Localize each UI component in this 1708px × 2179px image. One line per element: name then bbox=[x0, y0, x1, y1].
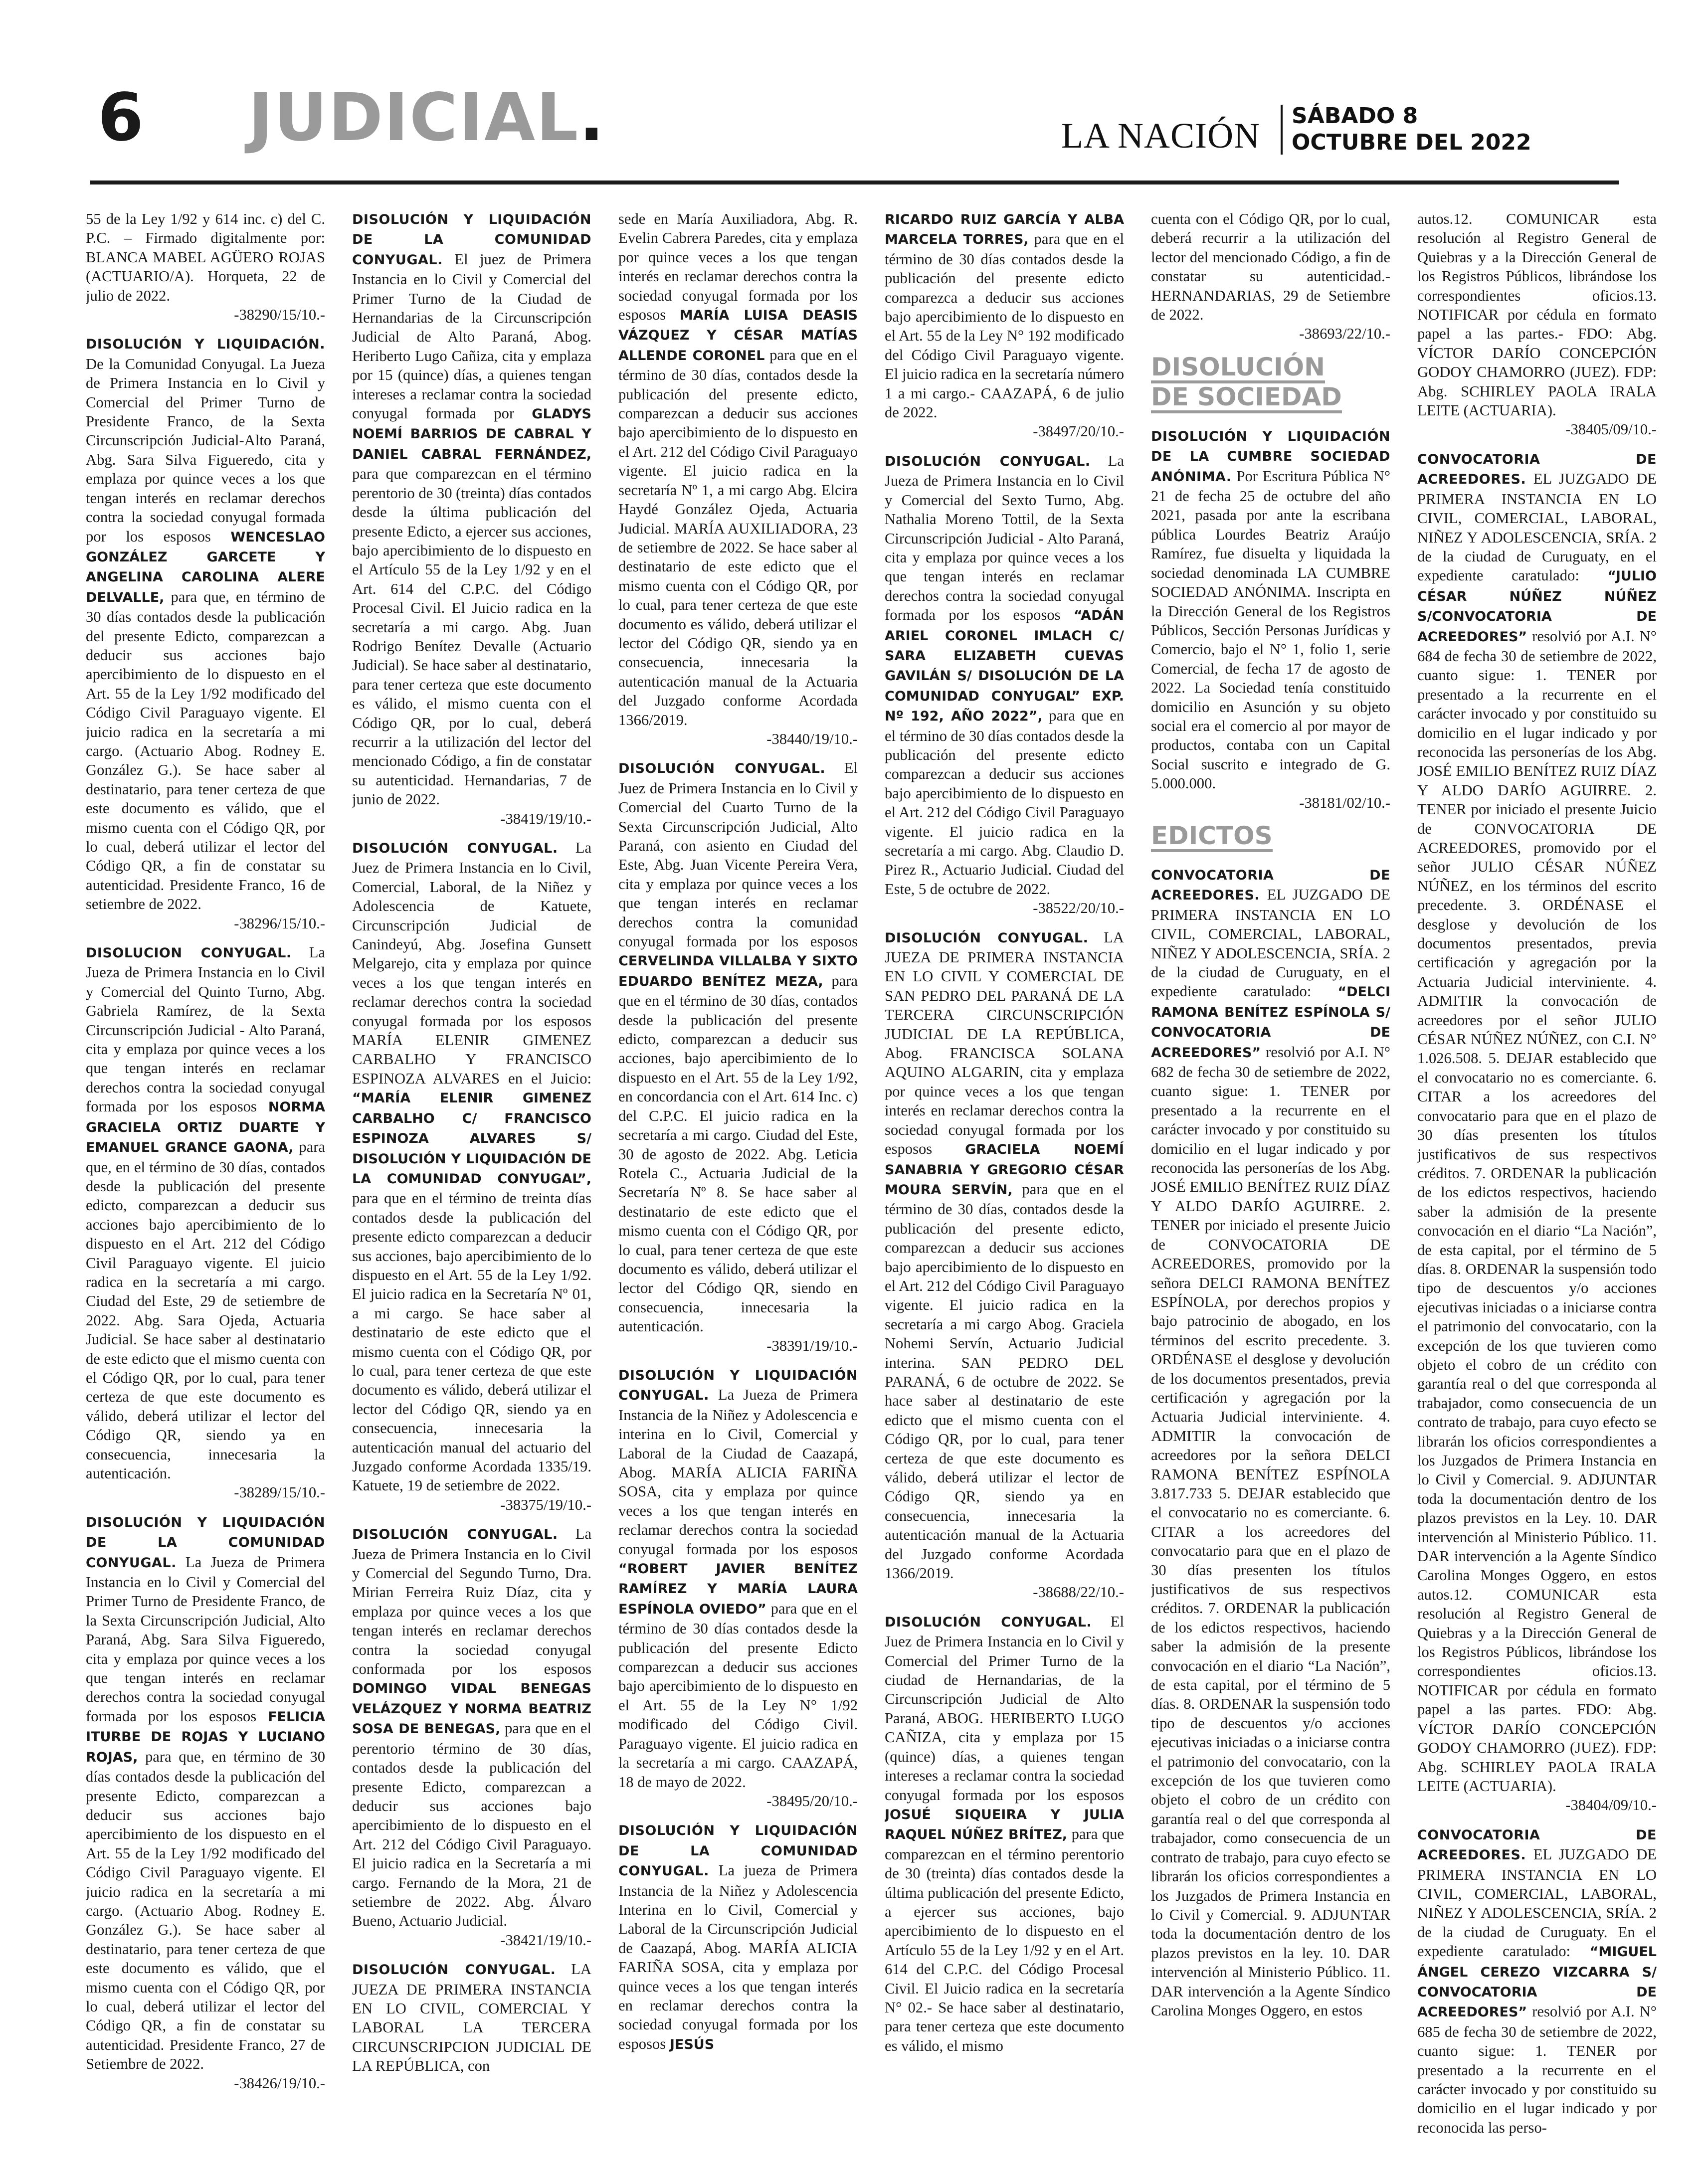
notice-body: para que comparezcan en el término perentorio de 30 (treinta) días contados desde la última publicación del presente Edicto, a ejercer sus acciones, bajo apercibimiento de lo dispuesto en el Artículo 55 de la Ley 1/92 y en el Art. 614 del C.P.C. del Código Procesal Civil. El Juicio radica en la secretaría N° 02.- Se hace saber al destinatario, para tener certeza que este documento es válido, el mismo bbox=[885, 1825, 1124, 2054]
column-2 bbox=[352, 209, 591, 2149]
notice-body: EL JUZGADO DE PRIMERA INSTANCIA EN LO CIVIL, COMERCIAL, LABORAL, NIÑEZ Y ADOLESCENCIA, SRÍA. 2 de la ciudad de Curuguaty, en el expediente caratulado: bbox=[1417, 470, 1657, 584]
notice bbox=[1151, 209, 1390, 344]
notice-title: CONVOCATORIA DE ACREEDORES. bbox=[1417, 451, 1657, 488]
section-title-text: JUDICIAL bbox=[248, 79, 579, 156]
notice-title: DISOLUCIÓN Y LIQUIDACIÓN DE LA COMUNIDAD CONYUGAL. bbox=[86, 1514, 325, 1571]
notice-body: LA JUEZA DE PRIMERA INSTANCIA EN LO CIVIL, COMERCIAL Y LABORAL LA TERCERA CIRCUNSCRIPCION JUDICIAL DE LA REPÚBLICA, con bbox=[352, 1961, 591, 2075]
notice-ref: -38522/20/10.- bbox=[1033, 900, 1124, 917]
notice-body: para que en el término de 30 días contados desde la publicación del presente Edicto comparezcan a deducir sus acciones bajo apercibimiento de lo dispuesto en el Art. 55 de la Ley N° 1/92 modificado del Código Civil. Paraguayo vigente. El juicio radica en la secretaría a mi cargo. CAAZAPÁ, 18 de mayo de 2022. bbox=[618, 1600, 858, 1791]
notice-body: La Jueza de Primera Instancia de la Niñez y Adolescencia e interina en lo Civil, Comercial y Laboral de la Ciudad de Caazapá, Abog. MARÍA ALICIA FARIÑA SOSA, cita y emplaza por quince veces a los que tengan interés en reclamar derechos contra la sociedad conyugal formada por los esposos bbox=[618, 1386, 858, 1558]
notice-names: “ADÁN ARIEL CORONEL IMLACH C/ SARA ELIZABETH CUEVAS GAVILÁN S/ DISOLUCIÓN DE LA COMUNIDAD CONYUGAL” EXP. Nº 192, AÑO 2022”, bbox=[885, 608, 1124, 725]
notice bbox=[86, 334, 325, 933]
notice-ref: -38440/19/10.- bbox=[766, 730, 858, 747]
notice-names: FELICIA ITURBE DE ROJAS Y LUCIANO ROJAS, bbox=[86, 1709, 325, 1765]
notice bbox=[86, 209, 325, 324]
notice-ref: -38419/19/10.- bbox=[500, 810, 591, 827]
notice-body: para que en el término de 30 días, contados desde la publicación del presente edicto, comparezcan a deducir sus acciones, bajo apercibimiento de lo dispuesto en el Art. 55 de la Ley 1/92, en concordancia con el Art. 614 Inc. c) del C.P.C. El juicio radica en la secretaría a mi cargo. Ciudad del Este, 30 de agosto de 2022. Abg. Leticia Rotela C., Actuaria Judicial de la Secretaría Nº 8. Se hace saber al destinatario de este edicto que el mismo cuenta con el Código QR, por lo cual, para tener certeza de que este documento es válido, deberá utilizar el lector del Código QR, siendo en consecuencia, innecesaria la autenticación. bbox=[618, 972, 858, 1335]
notice-body: 55 de la Ley 1/92 y 614 inc. c) del C. P.C. – Firmado digitalmente por: BLANCA MABEL AGÜERO ROJAS (ACTUARIO/A). Horqueta, 22 de julio de 2022. bbox=[86, 210, 325, 304]
notice-body: Por Escritura Pública N° 21 de fecha 25 de octubre del año 2021, pasada por ante la escribana pública Lourdes Beatriz Araújo Ramírez, fue disuelta y liquidada la sociedad denominada LA CUMBRE SOCIEDAD ANÓNIMA. Inscripta en la Dirección General de los Registros Públicos, Sección Personas Jurídicas y Comercio, bajo el N° 1, folio 1, serie Comercial, de fecha 17 de agosto de 2022. La Sociedad tenía constituido domicilio en Asunción y su objeto social era el comercio al por mayor de productos, contaba con un Capital Social suscrito e integrado de G. 5.000.000. bbox=[1151, 467, 1390, 792]
notice-names: WENCESLAO GONZÁLEZ GARCETE Y ANGELINA CAROLINA ALERE DELVALLE, bbox=[86, 529, 325, 605]
notice-ref: -38495/20/10.- bbox=[766, 1792, 858, 1810]
notice bbox=[1151, 426, 1390, 812]
notice-ref: -38405/09/10.- bbox=[1565, 421, 1657, 438]
notice-ref: -38404/09/10.- bbox=[1565, 1797, 1657, 1814]
notice-names: “JULIO CÉSAR NÚÑEZ NÚÑEZ S/CONVOCATORIA DE ACREEDORES” bbox=[1417, 568, 1657, 645]
issue-date bbox=[1292, 103, 1531, 156]
notice-names: RICARDO RUIZ GARCÍA Y ALBA MARCELA TORRES, bbox=[885, 212, 1124, 248]
notice bbox=[1417, 209, 1657, 439]
notice-title: DISOLUCIÓN Y LIQUIDACIÓN DE LA CUMBRE SOCIEDAD ANÓNIMA. bbox=[1151, 428, 1390, 485]
notice bbox=[618, 758, 858, 1355]
notice bbox=[352, 838, 591, 1514]
notice-title: DISOLUCIÓN Y LIQUIDACIÓN CONYUGAL. bbox=[618, 1367, 858, 1404]
notice-body: La Jueza de Primera Instancia en lo Civil y Comercial del Quinto Turno, Abg. Gabriela Ramírez, de la Sexta Circunscripción Judicial - Alto Paraná, cita y emplaza por quince veces a los que tengan interés en reclamar derechos contra la sociedad conyugal formada por los esposos bbox=[86, 944, 325, 1115]
notice-title: DISOLUCIÓN CONYUGAL. bbox=[352, 841, 558, 856]
notice-ref: -38375/19/10.- bbox=[500, 1496, 591, 1513]
notice-body: EL JUZGADO DE PRIMERA INSTANCIA EN LO CIVIL, COMERCIAL, LABORAL, NIÑEZ Y ADOLESCENCIA, SRÍA. 2 de la ciudad de Curuguaty, en el expediente caratulado: bbox=[1151, 886, 1390, 1000]
notice-ref: -38181/02/10.- bbox=[1299, 794, 1390, 811]
notice bbox=[618, 1365, 858, 1811]
column-1 bbox=[86, 209, 325, 2149]
notice-names: “DELCI RAMONA BENÍTEZ ESPÍNOLA S/ CONVOCATORIA DE ACREEDORES” bbox=[1151, 984, 1390, 1061]
section-heading-line: DE SOCIEDAD bbox=[1151, 383, 1342, 413]
notice-ref: -38688/22/10.- bbox=[1033, 1584, 1124, 1601]
notice-columns bbox=[86, 209, 1657, 2149]
notice bbox=[352, 1524, 591, 1950]
notice-body: cuenta con el Código QR, por lo cual, deberá recurrir a la utilización del lector del mencionado Código, a fin de constatar su autenticidad.- HERNANDARIAS, 29 de Setiembre de 2022. bbox=[1151, 210, 1390, 324]
notice-ref: -38426/19/10.- bbox=[234, 2074, 325, 2092]
notice-body: El Juez de Primera Instancia en lo Civil y Comercial del Cuarto Turno de la Sexta Circunscripción Judicial, Alto Paraná, con asiento en Ciudad del Este, Abg. Juan Vicente Pereira Vera, cita y emplaza por quince veces a los que tengan interés en reclamar derechos contra la comunidad conyugal formada por los esposos bbox=[618, 759, 858, 950]
header-rule bbox=[90, 181, 1619, 184]
section-title-dot: . bbox=[579, 79, 605, 156]
notice-ref: -38391/19/10.- bbox=[766, 1337, 858, 1354]
notice-names: “ROBERT JAVIER BENÍTEZ RAMÍREZ Y MARÍA LAURA ESPÍNOLA OVIEDO” bbox=[618, 1561, 858, 1617]
masthead-divider bbox=[1281, 105, 1283, 155]
notice-body: resolvió por A.I. N° 685 de fecha 30 de setiembre de 2022, cuanto sigue: 1. TENER por presentado a la recurrente en el carácter invocado y por constituido su domicilio en el lugar indicado y por reconocida las perso- bbox=[1417, 2003, 1657, 2136]
notice-body: La Jueza de Primera Instancia en lo Civil y Comercial del Sexto Turno, Abg. Nathalia Moreno Tottil, de la Sexta Circunscripción Judicial - Alto Paraná, cita y emplaza por quince veces a los que tengan interés en reclamar derechos contra la sociedad conyugal formada por los esposos bbox=[885, 452, 1124, 624]
notice-title: DISOLUCIÓN CONYUGAL. bbox=[352, 1527, 558, 1543]
section-heading-edictos bbox=[1151, 822, 1390, 852]
notice-title: DISOLUCIÓN Y LIQUIDACIÓN DE LA COMUNIDAD CONYUGAL. bbox=[352, 212, 591, 268]
notice-names: “MIGUEL ÁNGEL CEREZO VIZCARRA S/ CONVOCATORIA DE ACREEDORES” bbox=[1417, 1944, 1657, 2020]
notice-body: resolvió por A.I. N° 682 de fecha 30 de setiembre de 2022, cuanto sigue: 1. TENER por presentado a la recurrente en el carácter invocado y por constituido su domicilio en el lugar indicado y por reconocida las personerías de los Abg. JOSÉ EMILIO BENÍTEZ RUIZ DÍAZ Y ALDO DARÍO AGUIRRE. 2. TENER por iniciado el presente Juicio de CONVOCATORIA DE ACREEDORES, promovido por la señora DELCI RAMONA BENÍTEZ ESPÍNOLA, por derechos propios y bajo patrocinio de abogado, en los términos del escrito precedente. 3. ORDÉNASE el desglose y devolución de los documentos presentados, previa certificación y agregación por la Actuaria Judicial interviniente. 4. ADMITIR la convocación de acreedores por la señora DELCI RAMONA BENÍTEZ ESPÍNOLA 3.817.733 5. DEJAR establecido que el convocatario no es comerciante. 6. CITAR a los acreedores del convocatario para que en el plazo de 30 días presenten los títulos justificativos de sus respectivos créditos. 7. ORDENAR la publicación de los edictos respectivos, haciendo saber la admisión de la presente convocación en el diario “La Nación”, de esta capital, por el término de 5 días. 8. ORDENAR la suspensión todo tipo de descuentos y/o acciones ejecutivas iniciadas o a iniciarse contra el patrimonio del convocatario, con la excepción de los que tuvieren como objeto el cobro de un crédito con garantía real o del que corresponda al trabajador, como consecuencia de un contrato de trabajo, para cuyo efecto se librarán los oficios correspondientes a los Juzgados de Primera Instancia en lo Civil y Comercial. 9. ADJUNTAR toda la documentación dentro de los plazos previstos en la ley. 10. DAR intervención al Ministerio Público. 11. DAR intervención a la Agente Síndico Carolina Monges Oggero, en estos bbox=[1151, 1043, 1390, 2019]
notice-ref: -38289/15/10.- bbox=[234, 1484, 325, 1501]
notice bbox=[1417, 449, 1657, 1815]
column-5 bbox=[1151, 209, 1390, 2149]
notice-body: para que en el perentorio término de 30 días, contados desde la publicación del presente Edicto, comparezcan a deducir sus acciones bajo apercibimiento de lo dispuesto en el Art. 212 del Código Civil Paraguayo. El juicio radica en la Secretaría a mi cargo. Fernando de la Mora, 21 de setiembre de 2022. Abg. Álvaro Bueno, Actuario Judicial. bbox=[352, 1720, 591, 1930]
notice-title: DISOLUCIÓN Y LIQUIDACIÓN DE LA COMUNIDAD CONYUGAL. bbox=[618, 1823, 858, 1879]
notice-body: para que, en el término de 30 días, contados desde la publicación del presente edicto, comparezcan a deducir sus acciones bajo apercibimiento de lo dispuesto en el Art. 212 del Código Civil Paraguayo vigente. El juicio radica en la secretaría a mi cargo. Ciudad del Este, 29 de setiembre de 2022. Abg. Sara Ojeda, Actuaria Judicial. Se hace saber al destinatario de este edicto que el mismo cuenta con el Código QR, por lo cual, para tener certeza de que este documento es válido, deberá utilizar el lector del Código QR, siendo ya en consecuencia, innecesaria la autenticación. bbox=[86, 1138, 325, 1482]
notice-names: CERVELINDA VILLALBA Y SIXTO EDUARDO BENÍTEZ MEZA, bbox=[618, 953, 858, 989]
notice-names: DOMINGO VIDAL BENEGAS VELÁZQUEZ Y NORMA BEATRIZ SOSA DE BENEGAS, bbox=[352, 1681, 591, 1737]
notice-body: para que en el término de 30 días contados desde la publicación del presente edicto comparezca a deducir sus acciones bajo apercibimiento de lo dispuesto en el Art. 55 de la Ley N° 192 modificado del Código Civil Paraguayo vigente. El juicio radica en la secretaría número 1 a mi cargo.- CAAZAPÁ, 6 de julio de 2022. bbox=[885, 230, 1124, 421]
notice-title: DISOLUCIÓN CONYUGAL. bbox=[885, 1614, 1092, 1630]
notice bbox=[1417, 1825, 1657, 2138]
notice-body: para que en el término de 30 días, contados desde la publicación del presente edicto, comparezcan a deducir sus acciones bajo apercibimiento de lo dispuesto en el Art. 212 del Código Civil Paraguayo vigente. El juicio radica en la secretaría a mi cargo Abog. Graciela Nohemi Servín, Actuario Judicial interina. SAN PEDRO DEL PARANÁ, 6 de octubre de 2022. Se hace saber al destinatario de este edicto que el mismo cuenta con el Código QR, por lo cual, para tener certeza de que este documento es válido, deberá utilizar el lector de Código QR, siendo ya en consecuencia, innecesaria la autenticación manual de la Actuaria del Juzgado conforme Acordada 1366/2019. bbox=[885, 1180, 1124, 1582]
notice bbox=[86, 943, 325, 1502]
notice-ref: -38497/20/10.- bbox=[1033, 423, 1124, 440]
notice-names: GLADYS NOEMÍ BARRIOS DE CABRAL Y DANIEL CABRAL FERNÁNDEZ, bbox=[352, 406, 591, 462]
notice bbox=[618, 209, 858, 748]
notice-body: resolvió por A.I. N° 684 de fecha 30 de setiembre de 2022, cuanto sigue: 1. TENER por presentado a la recurrente en el carácter invocado y por constituido su domicilio en el lugar indicado y por reconocida las personerías de los Abg. JOSÉ EMILIO BENÍTEZ RUIZ DÍAZ Y ALDO DARÍO AGUIRRE. 2. TENER por iniciado el presente Juicio de CONVOCATORIA DE ACREEDORES, promovido por el señor JULIO CÉSAR NÚÑEZ NÚÑEZ, en los términos del escrito precedente. 3. ORDÉNASE el desglose y devolución de los documentos presentados, previa certificación y agregación por la Actuaria Judicial interviniente. 4. ADMITIR la convocación de acreedores por el señor JULIO CÉSAR NÚÑEZ NÚÑEZ, con C.I. N° 1.026.508. 5. DEJAR establecido que el convocatario no es comerciante. 6. CITAR a los acreedores del convocatario para que en el plazo de 30 días presenten los títulos justificativos de sus respectivos créditos. 7. ORDENAR la publicación de los edictos respectivos, haciendo saber la admisión de la presente convocación en el diario “La Nación”, de esta capital, por el término de 5 días. 8. ORDENAR la suspensión todo tipo de descuentos y/o acciones ejecutivas iniciadas o a iniciarse contra el patrimonio del convocatario, con la excepción de los que tuvieren como objeto el cobro de un crédito con garantía real o del que corresponda al trabajador, como consecuencia de un contrato de trabajo, para cuyo efecto se librarán los oficios correspondientes a los Juzgados de Primera Instancia en lo Civil y Comercial. 9. ADJUNTAR toda la documentación dentro de los plazos previstos en la Ley. 10. DAR intervención al Ministerio Público. 11. DAR intervención a la Agente Síndico Carolina Monges Oggero, en estos autos.12. COMUNICAR esta resolución al Registro General de Quiebras y a la Dirección General de los Registros Públicos, librándose los correspondientes oficios.13. NOTIFICAR por cédula en formato papel a las partes. FDO: Abg. VÍCTOR DARÍO CONCEPCIÓN GODOY CHAMORRO (JUEZ). FDP: Abg. SCHIRLEY PAOLA IRALA LEITE (ACTUARIA). bbox=[1417, 627, 1657, 1795]
notice bbox=[352, 1960, 591, 2075]
notice-body: De la Comunidad Conyugal. La Jueza de Primera Instancia en lo Civil y Comercial del Primer Turno de Presidente Franco, de la Sexta Circunscripción Judicial-Alto Paraná, Abg. Sara Silva Figueredo, cita y emplaza por quince veces a los que tengan interés en reclamar derechos contra la sociedad conyugal formada por los esposos bbox=[86, 355, 325, 545]
notice-title: DISOLUCION CONYUGAL. bbox=[86, 945, 292, 961]
notice-body: La jueza de Primera Instancia de la Niñez y Adolescencia Interina en lo Civil, Comercial y Laboral de la Circunscripción Judicial de Caazapá, Abog. MARÍA ALICIA FARIÑA SOSA, cita y emplaza por quince veces a los que tengan interés en reclamar derechos contra la sociedad conyugal formada por los esposos bbox=[618, 1862, 858, 2052]
notice-body: EL JUZGADO DE PRIMERA INSTANCIA EN LO CIVIL, COMERCIAL, LABORAL, NIÑEZ Y ADOLESCENCIA, SRÍA. 2 de la ciudad de Curuguaty. En el expediente caratulado: bbox=[1417, 1846, 1657, 1960]
section-title bbox=[248, 79, 605, 156]
notice-names: NORMA GRACIELA ORTIZ DUARTE Y EMANUEL GRANCE GAONA, bbox=[86, 1099, 325, 1156]
notice-title: DISOLUCIÓN Y LIQUIDACIÓN. bbox=[86, 337, 325, 353]
notice-title: CONVOCATORIA DE ACREEDORES. bbox=[1417, 1827, 1657, 1863]
notice-ref: -38421/19/10.- bbox=[500, 1931, 591, 1949]
notice bbox=[885, 209, 1124, 441]
notice-body: para que en el término de 30 días, contados desde la publicación del presente edicto, comparezcan a deducir sus acciones bajo apercibimiento de lo dispuesto en el Art. 212 del Código Civil Paraguayo vigente. El juicio radica en la secretaría Nº 1, a mi cargo Abg. Elcira Haydé González Ojeda, Actuaria Judicial. MARÍA AUXILIADORA, 23 de setiembre de 2022. Se hace saber al destinatario de este edicto que el mismo cuenta con el Código QR, por lo cual, para tener certeza de que este documento es válido, deberá utilizar el lector del Código QR, siendo ya en consecuencia, innecesaria la autenticación manual de la Actuaria del Juzgado conforme Acordada 1366/2019. bbox=[618, 346, 858, 728]
section-heading-line: EDICTOS bbox=[1151, 822, 1273, 852]
notice-names: JOSUÉ SIQUEIRA Y JULIA RAQUEL NÚÑEZ BRÍTEZ, bbox=[885, 1807, 1124, 1843]
notice-title: DISOLUCIÓN CONYUGAL. bbox=[885, 930, 1089, 946]
issue-date-weekday: SÁBADO 8 bbox=[1292, 103, 1418, 129]
notice-body: para que, en término de 30 días contados desde la publicación del presente Edicto, comparezcan a deducir sus acciones bajo apercibimiento de los dispuesto en el Art. 55 de la Ley 1/92 modificado del Código Civil Paraguayo vigente. El juicio radica en la secretaría a mi cargo. (Actuario Abog. Rodney E. González G.). Se hace saber al destinatario, para tener certeza de que este documento es válido, que el mismo cuenta con el Código QR, por lo cual, deberá utilizar el lector del Código QR, a fin de constatar su autenticidad. Presidente Franco, 27 de Setiembre de 2022. bbox=[86, 1748, 325, 2073]
notice bbox=[885, 451, 1124, 918]
notice-ref: -38290/15/10.- bbox=[234, 306, 325, 324]
notice bbox=[86, 1512, 325, 2093]
notice-body: para que comparezcan en el término perentorio de 30 (treinta) días contados desde la última publicación del presente Edicto, a ejercer sus acciones, bajo apercibimiento de lo dispuesto en el Artículo 55 de la Ley 1/92 y en el Art. 614 del C.P.C. del Código Procesal Civil. El Juicio radica en la secretaría a mi cargo. Abg. Juan Rodrigo Benítez Devalle (Actuario Judicial). Se hace saber al destinatario, para tener certeza que este documento es válido, el mismo cuenta con el Código QR, por lo cual, deberá recurrir a la utilización del lector del mencionado Código, a fin de constatar su autenticidad. Hernandarias, 7 de junio de 2022. bbox=[352, 465, 591, 808]
notice-names: JESÚS bbox=[669, 2036, 715, 2052]
notice-body: para que en el término de treinta días contados desde la publicación del presente edicto comparezcan a deducir sus acciones, bajo apercibimiento de lo dispuesto en el Art. 55 de la Ley 1/92. El juicio radica en la Secretaría Nº 01, a mi cargo. Se hace saber al destinatario de este edicto que el mismo cuenta con el Código QR, por lo cual, para tener certeza de que este documento es válido, deberá utilizar el lector del Código QR, siendo ya en consecuencia, innecesaria la autenticación manual del actuario del Juzgado conforme Acordada 1335/19. Katuete, 19 de setiembre de 2022. bbox=[352, 1190, 591, 1494]
notice-names: MARÍA LUISA DEASIS VÁZQUEZ Y CÉSAR MATÍAS ALLENDE CORONEL bbox=[618, 308, 858, 363]
issue-date-month-year: OCTUBRE DEL 2022 bbox=[1292, 130, 1531, 155]
notice-title: CONVOCATORIA DE ACREEDORES. bbox=[1151, 867, 1390, 904]
notice-names: “MARÍA ELENIR GIMENEZ CARBALHO C/ FRANCISCO ESPINOZA ALVARES S/ DISOLUCIÓN Y LIQUIDACIÓN DE LA COMUNIDAD CONYUGAL”, bbox=[352, 1090, 591, 1187]
notice-body: El juez de Primera Instancia en lo Civil y Comercial del Primer Turno de la Ciudad de Hernandarias de la Circunscripción Judicial de Alto Paraná, Abog. Heriberto Lugo Cañiza, cita y emplaza por 15 (quince) días, a quienes tengan intereses a reclamar contra la sociedad conyugal formada por bbox=[352, 250, 591, 422]
notice-body: LA JUEZA DE PRIMERA INSTANCIA EN LO CIVIL Y COMERCIAL DE SAN PEDRO DEL PARANÁ DE LA TERCERA CIRCUNSCRIPCIÓN JUDICIAL DE LA REPÚBLICA, Abog. FRANCISCA SOLANA AQUINO ALGARIN, cita y emplaza por quince veces a los que tengan interés en reclamar derechos contra la sociedad conyugal formada por los esposos bbox=[885, 928, 1124, 1158]
notice-names: GRACIELA NOEMÍ SANABRIA Y GREGORIO CÉSAR MOURA SERVÍN, bbox=[885, 1142, 1124, 1198]
notice-body: autos.12. COMUNICAR esta resolución al Registro General de Quiebras y a la Dirección General de los Registros Públicos, librándose los correspondientes oficios.13. NOTIFICAR por cédula en formato papel a las partes.- FDO: Abg. VÍCTOR DARÍO CONCEPCIÓN GODOY CHAMORRO (JUEZ). FDP: Abg. SCHIRLEY PAOLA IRALA LEITE (ACTUARIA). bbox=[1417, 210, 1657, 419]
notice bbox=[352, 209, 591, 828]
notice-body: La Jueza de Primera Instancia en lo Civil y Comercial del Segundo Turno, Dra. Mirian Ferreira Ruiz Díaz, cita y emplaza por quince veces a los que tengan interés en reclamar derechos contra la sociedad conyugal conformada por los esposos bbox=[352, 1525, 591, 1678]
notice bbox=[885, 1612, 1124, 2055]
notice-body: El Juez de Primera Instancia en lo Civil y Comercial del Primer Turno de la ciudad de Hernandarias, de la Circunscripción Judicial de Alto Paraná, ABOG. HERIBERTO LUGO CAÑIZA, cita y emplaza por 15 (quince) días, a quienes tengan intereses a reclamar contra la sociedad conyugal formada por los esposos bbox=[885, 1613, 1124, 1804]
column-4 bbox=[885, 209, 1124, 2149]
notice bbox=[1151, 865, 1390, 2020]
notice-title: DISOLUCIÓN CONYUGAL. bbox=[885, 453, 1091, 469]
notice-title: DISOLUCIÓN CONYUGAL. bbox=[618, 761, 826, 777]
notice-ref: -38693/22/10.- bbox=[1299, 325, 1390, 343]
column-3 bbox=[618, 209, 858, 2149]
notice bbox=[885, 928, 1124, 1602]
section-heading-line: DISOLUCIÓN bbox=[1151, 354, 1325, 383]
section-heading-disolucion bbox=[1151, 354, 1390, 413]
notice-ref: -38296/15/10.- bbox=[234, 914, 325, 932]
notice-body: para que, en término de 30 días contados desde la publicación del presente Edicto, comparezcan a deducir sus acciones bajo apercibimiento de lo dispuesto en el Art. 55 de la Ley 1/92 modificado del Código Civil Paraguayo vigente. El juicio radica en la secretaría a mi cargo. (Actuario Abog. Rodney E. González G.). Se hace saber al destinatario, para tener certeza de que este documento es válido, que el mismo cuenta con el Código QR, por lo cual, deberá utilizar el lector del Código QR, a fin de constatar su autenticidad. Presidente Franco, 16 de setiembre de 2022. bbox=[86, 588, 325, 913]
notice-body: La Juez de Primera Instancia en lo Civil, Comercial, Laboral, de la Niñez y Adolescencia de Katuete, Circunscripción Judicial de Canindeyú, Abg. Josefina Gunsett Melgarejo, cita y emplaza por quince veces a los que tengan interés en reclamar derechos contra la sociedad conyugal formada por los esposos MARÍA ELENIR GIMENEZ CARBALHO Y FRANCISCO ESPINOZA ALVARES en el Juicio: bbox=[352, 839, 591, 1087]
notice-body: sede en María Auxiliadora, Abg. R. Evelin Cabrera Paredes, cita y emplaza por quince veces a los que tengan interés en reclamar derechos contra la sociedad conyugal formada por los esposos bbox=[618, 210, 858, 324]
notice bbox=[618, 1820, 858, 2054]
column-6 bbox=[1417, 209, 1657, 2149]
notice-body: La Jueza de Primera Instancia en lo Civil y Comercial del Primer Turno de Presidente Franco, de la Sexta Circunscripción Judicial, Alto Paraná, Abg. Sara Silva Figueredo, cita y emplaza por quince veces a los que tengan interés en reclamar derechos contra la sociedad conyugal formada por los esposos bbox=[86, 1553, 325, 1725]
notice-title: DISOLUCIÓN CONYUGAL. bbox=[352, 1962, 556, 1978]
page-number: 6 bbox=[98, 79, 144, 156]
newspaper-masthead: LA NACIÓN bbox=[1061, 116, 1260, 156]
notice-body: para que en el término de 30 días contados desde la publicación del presente edicto comparezcan a deducir sus acciones bajo apercibimiento de lo dispuesto en el Art. 212 del Código Civil Paraguayo vigente. El juicio radica en la secretaría a mi cargo. Abg. Claudio D. Pirez R., Actuario Judicial. Ciudad del Este, 5 de octubre de 2022. bbox=[885, 707, 1124, 898]
